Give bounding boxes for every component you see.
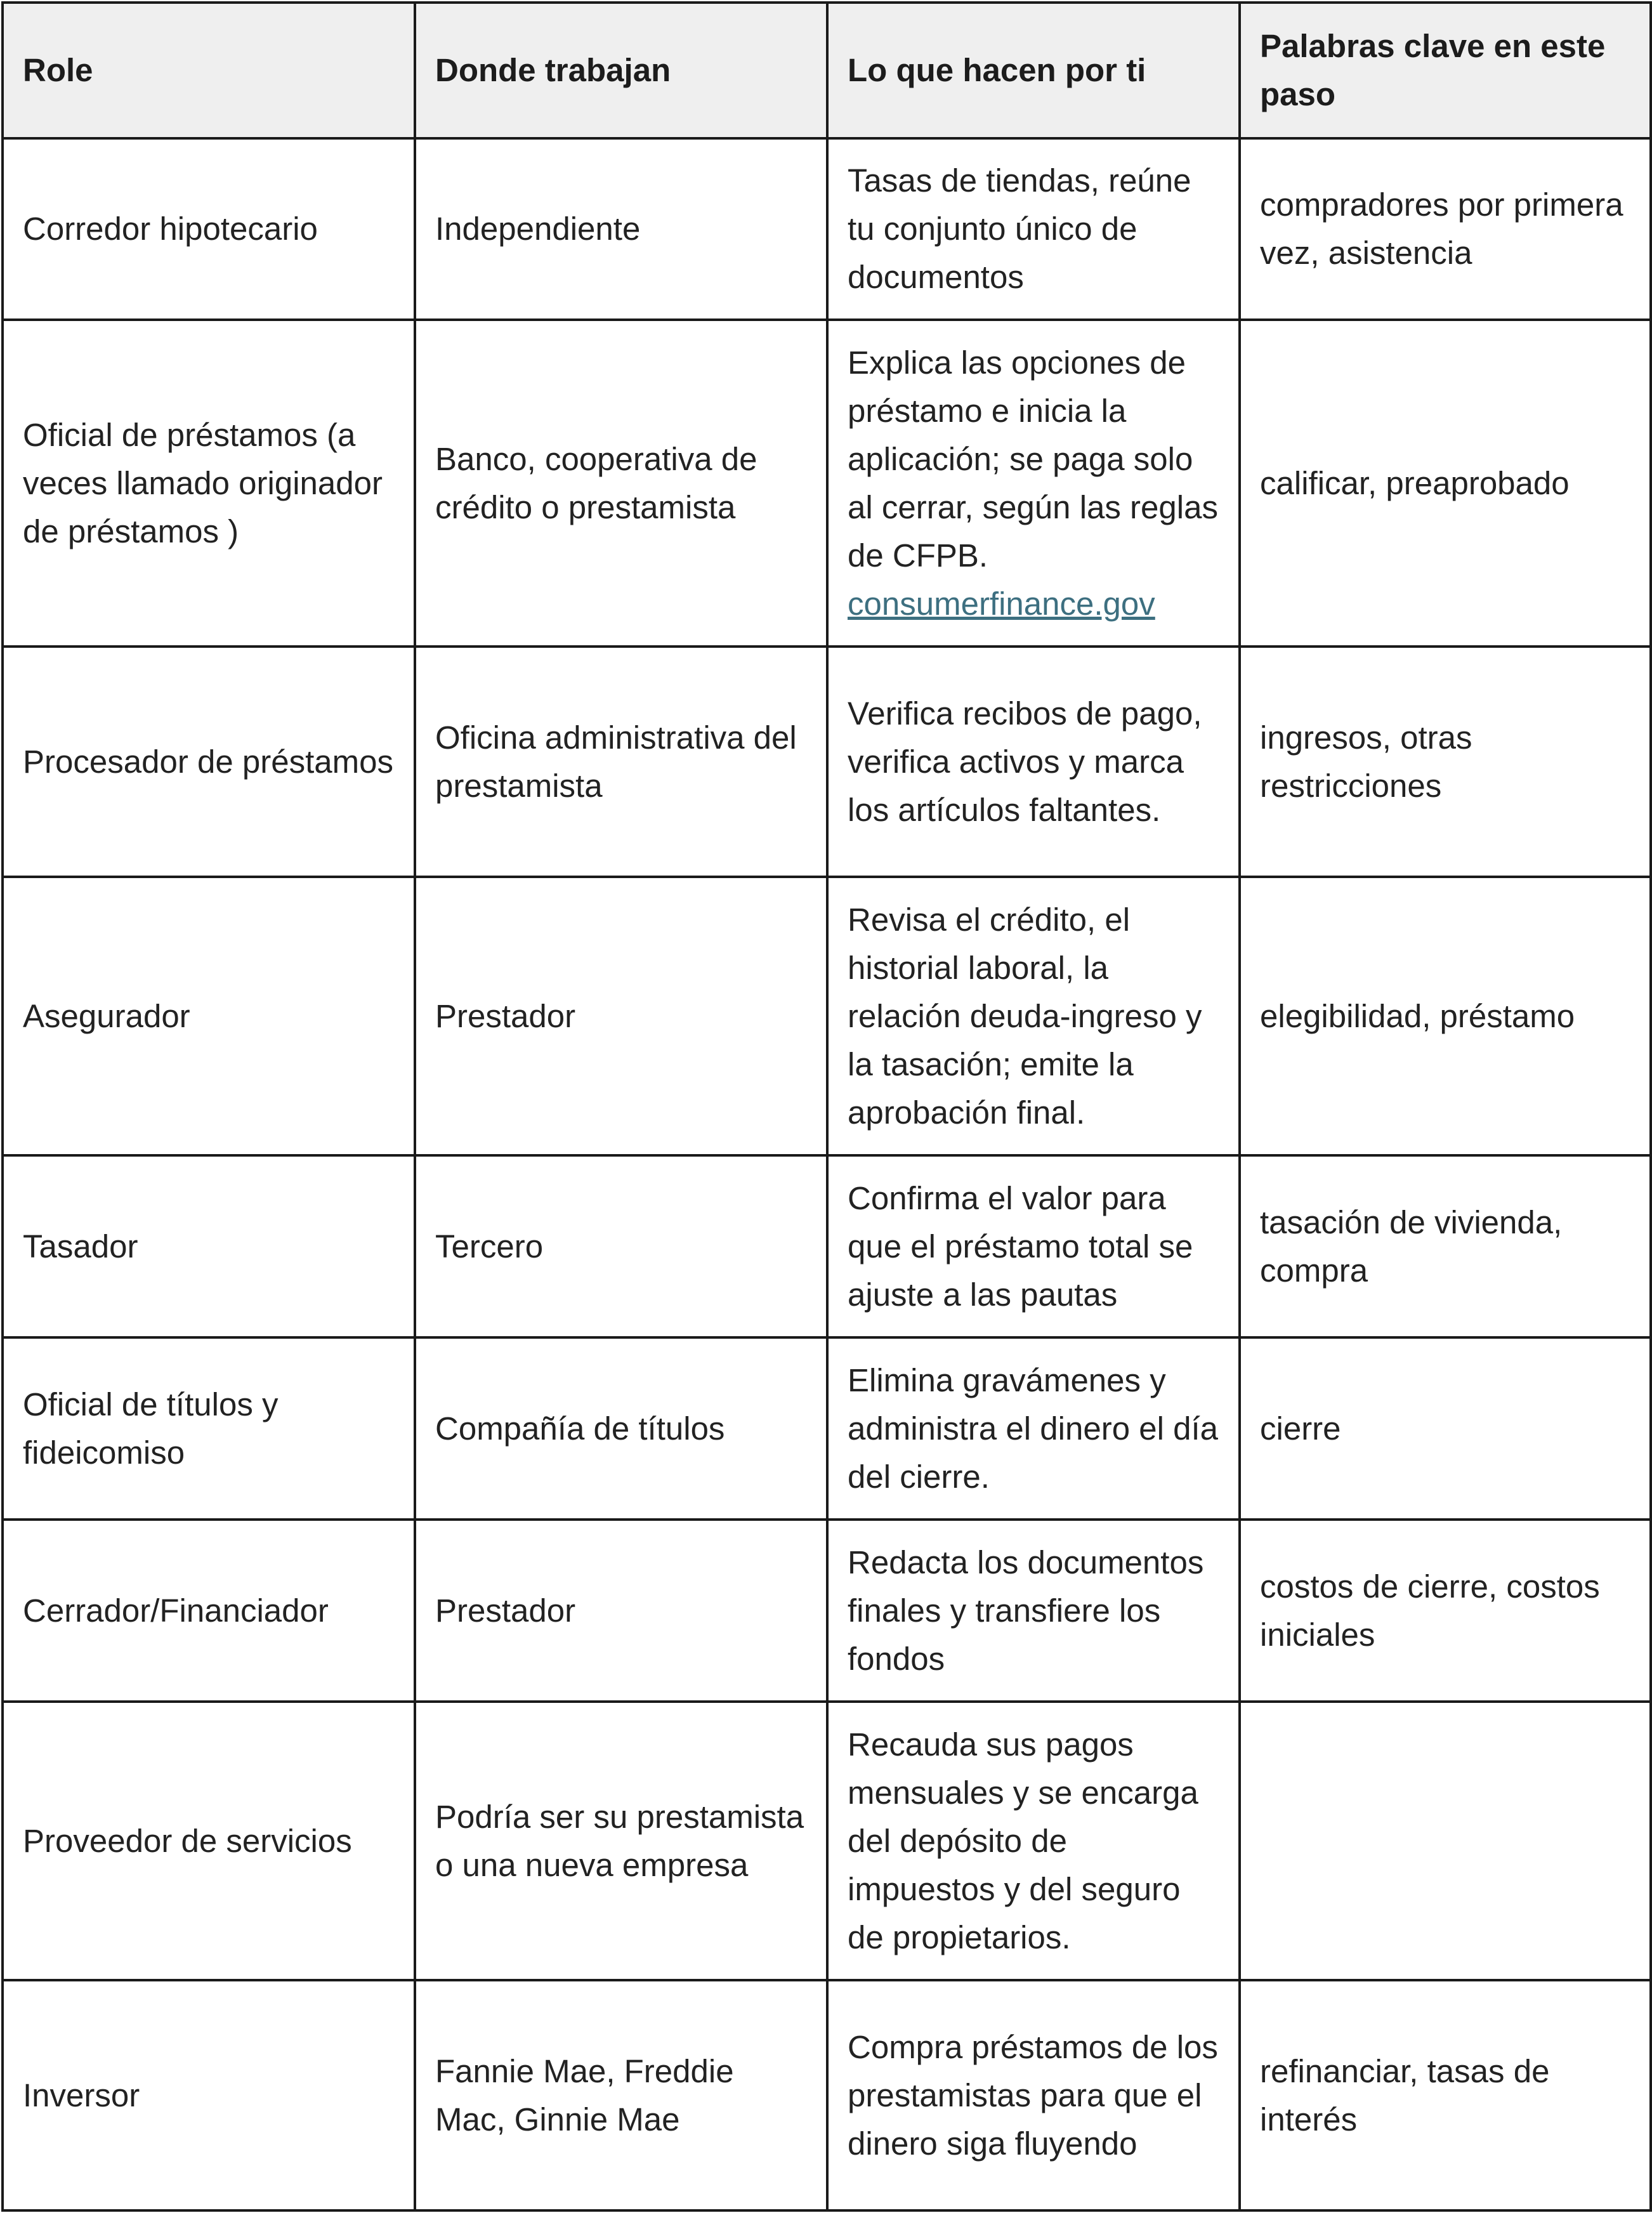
cell-keywords: costos de cierre, costos iniciales [1240,1520,1651,1702]
cell-what: Recauda sus pagos mensuales y se encarga del depósito de impuestos y del seguro de propietarios. [827,1702,1240,1980]
header-what: Lo que hacen por ti [827,3,1240,138]
cell-where: Tercero [415,1155,827,1337]
cell-where: Podría ser su prestamista o una nueva empresa [415,1702,827,1980]
cell-what: Redacta los documentos finales y transfiere los fondos [827,1520,1240,1702]
cell-where: Independiente [415,138,827,320]
cell-where: Fannie Mae, Freddie Mac, Ginnie Mae [415,1980,827,2210]
cell-role: Procesador de préstamos [3,647,415,877]
cell-what: Revisa el crédito, el historial laboral, la relación deuda-ingreso y la tasación; emite la aprobación final. [827,877,1240,1155]
cell-keywords: ingresos, otras restricciones [1240,647,1651,877]
cell-keywords: compradores por primera vez, asistencia [1240,138,1651,320]
header-keywords: Palabras clave en este paso [1240,3,1651,138]
cell-role: Oficial de préstamos (a veces llamado originador de préstamos ) [3,320,415,647]
table-row [3,320,1651,647]
cell-keywords: tasación de vivienda, compra [1240,1155,1651,1337]
table-row [3,1702,1651,1980]
cell-keywords: elegibilidad, préstamo [1240,877,1651,1155]
table-row [3,1155,1651,1337]
cell-keywords: refinanciar, tasas de interés [1240,1980,1651,2210]
cell-what [827,320,1240,647]
table-row [3,1520,1651,1702]
header-role: Role [3,3,415,138]
cell-keywords: calificar, preaprobado [1240,320,1651,647]
table-row [3,1980,1651,2210]
cell-what: Confirma el valor para que el préstamo total se ajuste a las pautas [827,1155,1240,1337]
cell-role: Inversor [3,1980,415,2210]
cell-role: Asegurador [3,877,415,1155]
cell-where: Prestador [415,877,827,1155]
mortgage-roles-table [1,1,1652,2212]
cell-role: Proveedor de servicios [3,1702,415,1980]
cell-where: Banco, cooperativa de crédito o prestamista [415,320,827,647]
cell-role: Tasador [3,1155,415,1337]
cell-role: Cerrador/Financiador [3,1520,415,1702]
cell-where: Prestador [415,1520,827,1702]
header-where: Donde trabajan [415,3,827,138]
cell-what-text: Explica las opciones de préstamo e inicia la aplicación; se paga solo al cerrar, según las reglas de CFPB. [848,344,1218,574]
cell-what: Compra préstamos de los prestamistas para que el dinero siga fluyendo [827,1980,1240,2210]
cell-what: Verifica recibos de pago, verifica activos y marca los artículos faltantes. [827,647,1240,877]
cell-where: Compañía de títulos [415,1337,827,1520]
cell-where: Oficina administrativa del prestamista [415,647,827,877]
table-row [3,138,1651,320]
table-header-row [3,3,1651,138]
table-row [3,1337,1651,1520]
cell-role: Corredor hipotecario [3,138,415,320]
cell-what: Elimina gravámenes y administra el dinero el día del cierre. [827,1337,1240,1520]
cell-what: Tasas de tiendas, reúne tu conjunto único de documentos [827,138,1240,320]
consumerfinance-link[interactable]: consumerfinance.gov [848,585,1155,622]
cell-keywords: cierre [1240,1337,1651,1520]
cell-role: Oficial de títulos y fideicomiso [3,1337,415,1520]
table-row [3,877,1651,1155]
cell-keywords [1240,1702,1651,1980]
table-row [3,647,1651,877]
